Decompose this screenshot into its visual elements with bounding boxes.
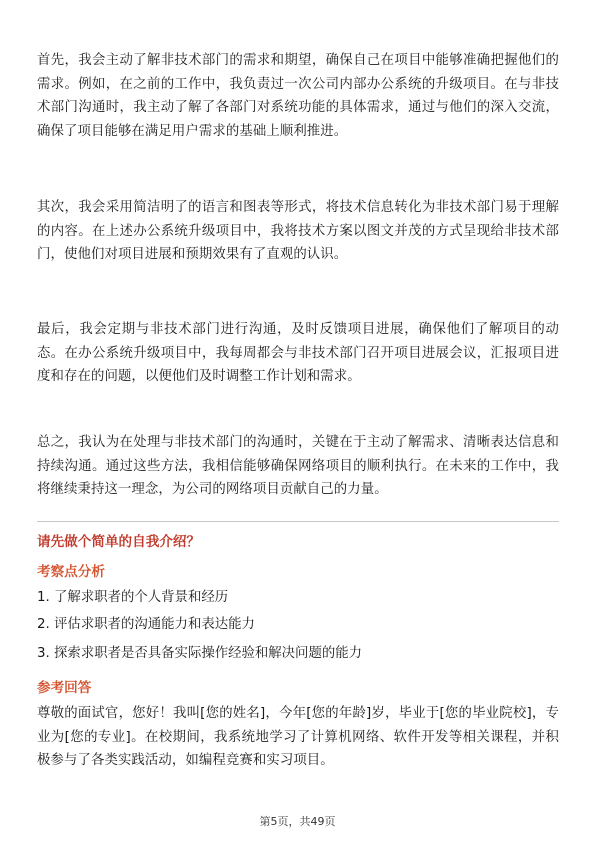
body-paragraph: 最后，我会定期与非技术部门进行沟通，及时反馈项目进展，确保他们了解项目的动态。在办公系统升级项目中，我每周都会与非技术部门召开项目进展会议，汇报项目进度和存在的问题，以便他们及时调整工作计划和需求。 bbox=[37, 322, 559, 385]
analysis-item: 2. 评估求职者的沟通能力和表达能力 bbox=[37, 617, 255, 632]
question-title: 请先做个简单的自我介绍？ bbox=[37, 534, 201, 550]
analysis-heading: 考察点分析 bbox=[37, 564, 105, 580]
body-paragraph: 其次，我会采用简洁明了的语言和图表等形式，将技术信息转化为非技术部门易于理解的内容。在上述办公系统升级项目中，我将技术方案以图文并茂的方式呈现给非技术部门，使他们对项目进展和预期效果有了直观的认识。 bbox=[37, 200, 559, 263]
page-footer: 第5页，共49页 bbox=[259, 815, 336, 828]
body-paragraph: 首先，我会主动了解非技术部门的需求和期望，确保自己在项目中能够准确把握他们的需求。例如，在之前的工作中，我负责过一次公司内部办公系统的升级项目。在与非技术部门沟通时，我主动了解了各部门对系统功能的具体需求，通过与他们的深入交流，确保了项目能够在满足用户需求的基础上顺利推进。 bbox=[37, 53, 559, 139]
analysis-item: 3. 探索求职者是否具备实际操作经验和解决问题的能力 bbox=[37, 646, 363, 661]
section-divider bbox=[37, 521, 559, 522]
analysis-item: 1. 了解求职者的个人背景和经历 bbox=[37, 590, 229, 605]
answer-paragraph: 尊敬的面试官，您好！我叫[您的姓名]，今年[您的年龄]岁，毕业于[您的毕业院校]，专业为[您的专业]。在校期间，我系统地学习了计算机网络、软件开发等相关课程，并积极参与了各类实践活动，如编程竞赛和实习项目。 bbox=[37, 706, 559, 769]
body-paragraph: 总之，我认为在处理与非技术部门的沟通时，关键在于主动了解需求、清晰表达信息和持续沟通。通过这些方法，我相信能够确保网络项目的顺利执行。在未来的工作中，我将继续秉持这一理念，为公司的网络项目贡献自己的力量。 bbox=[37, 435, 559, 498]
answer-heading: 参考回答 bbox=[37, 680, 92, 696]
